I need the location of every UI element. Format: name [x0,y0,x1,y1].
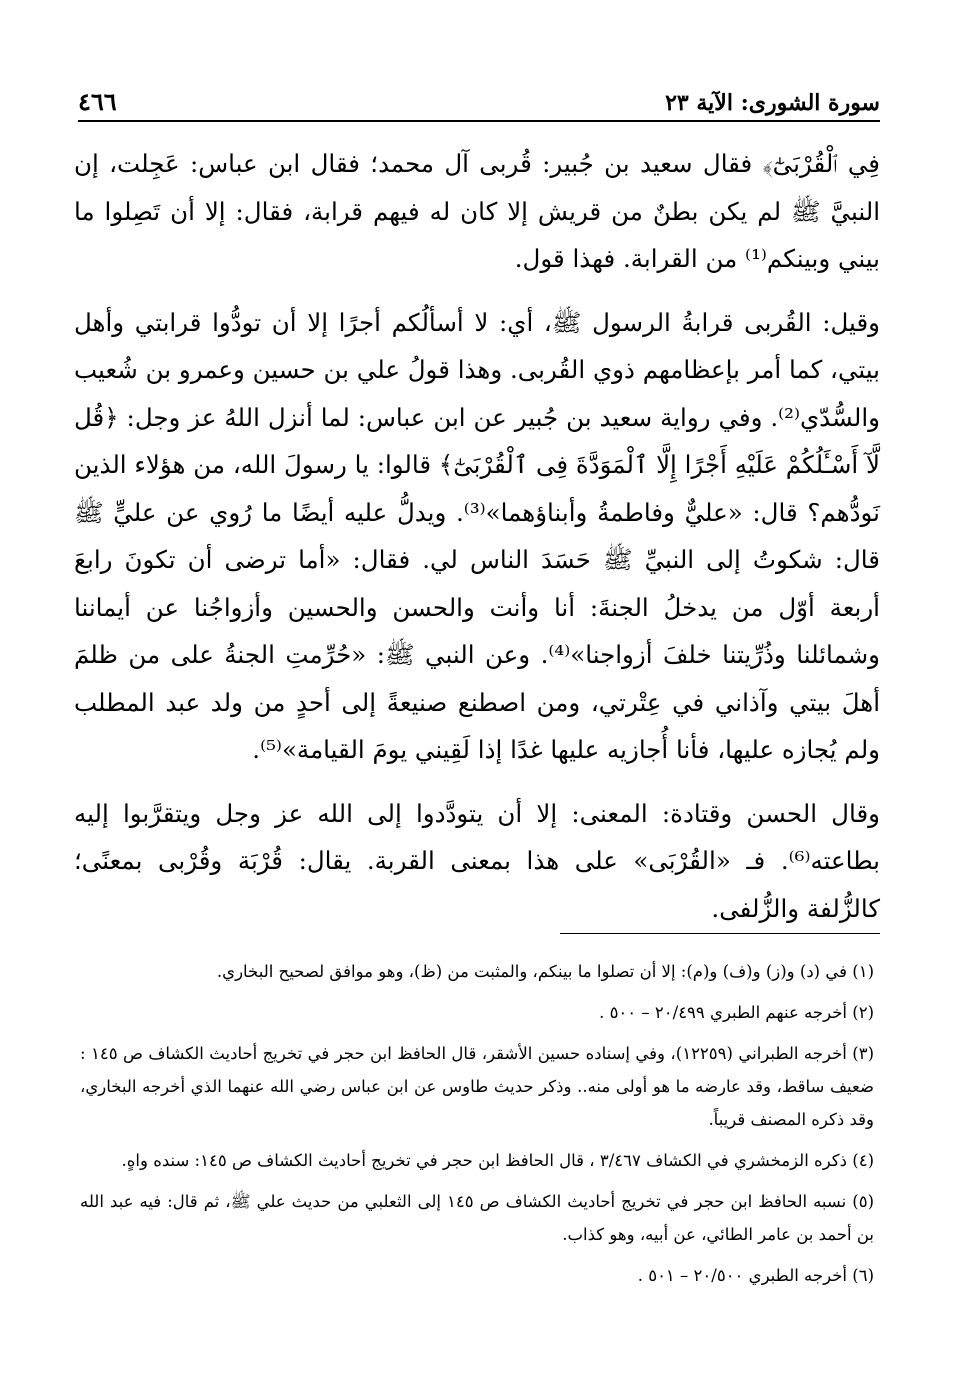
footnote-4: (٤) ذكره الزمخشري في الكشاف ٣/٤٦٧ ، قال الحافظ ابن حجر في تخريج أحاديث الكشاف ص ١٤٥: سنده واهٍ. [121,1151,874,1170]
paragraph-1: فِي ٱلْقُرْبَىٰٓ﴾ فقال سعيد بن جُبير: قُربى آل محمد؛ فقال ابن عباس: عَجِلت، إن النبيَّ ﷺ لم يكن بطنٌ من قريش إلا كان له فيهم قرابة، فقال: إلا أن تَصِلوا ما بيني وبينكم⁽¹⁾ من القرابة. فهذا قول. [74,149,880,273]
paragraph-3: وقال الحسن وقتادة: المعنى: إلا أن يتودَّدوا إلى الله عز وجل ويتقرَّبوا إليه بطاعته⁽⁶⁾. فـ «القُرْبَى» على هذا بمعنى القربة. يقال: قُرْبَة وقُرْبى بمعنًى؛ كالزُّلفة والزُّلفى. [74,798,880,923]
footnote-3: (٣) أخرجه الطبراني (١٢٢٥٩)، وفي إسناده حسين الأشقر، قال الحافظ ابن حجر في تخريج أحاديث الكشاف ص ١٤٥ : ضعيف ساقط، وقد عارضه ما هو أولى منه.. وذكر حديث طاوس عن ابن عباس رضي الله عنهما الذي أخرجه البخاري، وقد ذكره المصنف قريباً. [80,1044,875,1129]
running-title: سورة الشورى: الآية ٢٣ [665,90,880,116]
main-text [74,140,880,948]
paragraph-2: وقيل: القُربى قرابةُ الرسول ﷺ، أي: لا أسألُكم أجرًا إلا أن تودُّوا قرابتي وأهل بيتي، كما أمر بإعظامهم ذوي القُربى. وهذا قولُ علي بن حسين وعمرو بن شُعيب والسُّدّي⁽²⁾. وفي رواية سعيد بن جُبير عن ابن عباس: لما أنزل اللهُ عز وجل: ﴿قُل لَّآ أَسْـَٔلُكُمْ عَلَيْهِ أَجْرًا إِلَّا ٱلْمَوَدَّةَ فِى ٱلْقُرْبَىٰٓ﴾ قالوا: يا رسولَ الله، من هؤلاء الذين نَودُّهم؟ قال: «عليٌّ وفاطمةُ وأبناؤهما»⁽³⁾. ويدلُّ عليه أيضًا ما رُوي عن عليٍّ ﷺ قال: شكوتُ إلى النبيِّ ﷺ حَسَدَ الناس لي. فقال: «أما ترضى أن تكونَ رابعَ أربعة أوّل من يدخلُ الجنةَ: أنا وأنت والحسن والحسين وأزواجُنا عن أيماننا وشمائلنا وذُرِّيتنا خلفَ أزواجنا»⁽⁴⁾. وعن النبي ﷺ: «حُرِّمتِ الجنةُ على من ظلمَ أهلَ بيتي وآذاني في عِتْرتي، ومن اصطنع صنيعةً إلى أحدٍ من ولد عبد المطلب ولم يُجازه عليها، فأنا أُجازيه عليها غدًا إذا لَقِيني يومَ القيامة»⁽⁵⁾. [74,307,881,764]
footnotes [80,955,874,1300]
page-header [78,82,880,122]
footnote-6: (٦) أخرجه الطبري ٢٠/٥٠٠ – ٥٠١ . [637,1266,874,1285]
footnote-divider [560,933,880,934]
footnote-1: (١) في (د) و(ز) و(ف) و(م): إلا أن تصلوا ما بينكم، والمثبت من (ظ)، وهو موافق لصحيح البخاري. [216,962,874,981]
footnote-5: (٥) نسبه الحافظ ابن حجر في تخريج أحاديث الكشاف ص ١٤٥ إلى الثعلبي من حديث علي ﷺ، ثم قال: فيه عبد الله بن أحمد بن عامر الطائي، عن أبيه، وهو كذاب. [80,1192,875,1244]
footnote-2: (٢) أخرجه عنهم الطبري ٢٠/٤٩٩ – ٥٠٠ . [599,1003,874,1022]
page-number: ٤٦٦ [78,87,117,116]
